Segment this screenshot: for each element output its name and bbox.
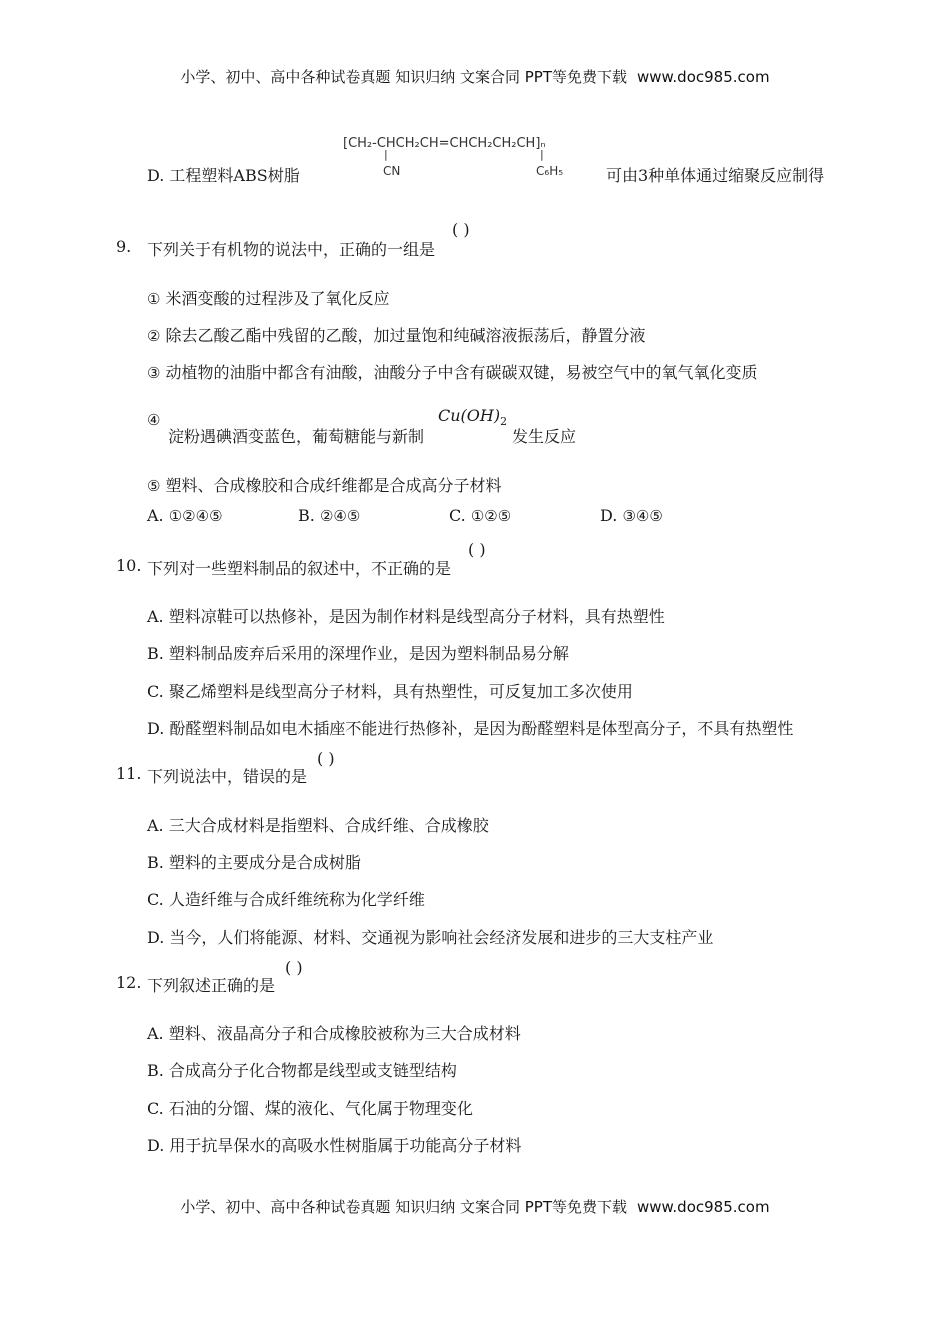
q9-statement-4-text-before: 淀粉遇碘酒变蓝色，葡萄糖能与新制	[168, 427, 425, 446]
q10-number: 10.	[116, 556, 142, 575]
q9-stem: 下列关于有机物的说法中，正确的一组是	[147, 240, 436, 259]
footer-url[interactable]: www.doc985.com	[636, 1198, 770, 1216]
q10-option-c[interactable]: C. 聚乙烯塑料是线型高分子材料，具有热塑性，可反复加工多次使用	[147, 682, 633, 701]
q11-number: 11.	[116, 764, 142, 783]
q9-option-b[interactable]: B. ②④⑤	[298, 506, 361, 525]
q9-answer-paren: ( )	[452, 220, 470, 239]
q8-option-d-tail: 可由3种单体通过缩聚反应制得	[606, 166, 825, 185]
q12-option-d[interactable]: D. 用于抗旱保水的高吸水性树脂属于功能高分子材料	[147, 1136, 522, 1155]
q9-option-d[interactable]: D. ③④⑤	[600, 506, 663, 525]
statement-text: 塑料、合成橡胶和合成纤维都是合成高分子材料	[165, 476, 502, 495]
q9-option-a[interactable]: A. ①②④⑤	[147, 506, 223, 525]
q11-option-b[interactable]: B. 塑料的主要成分是合成树脂	[147, 853, 361, 872]
q8-formula-main: [CH₂-CHCH₂CH=CHCH₂CH₂CH]ₙ	[343, 136, 546, 151]
statement-mark: ①	[147, 290, 161, 308]
q11-stem: 下列说法中，错误的是	[147, 767, 308, 786]
q9-statement-4-text-after: 发生反应	[512, 427, 577, 446]
q8-formula-bond2: |	[540, 148, 544, 161]
q9-statement-4-formula: $Cu(OH)_2$	[438, 406, 508, 429]
q10-stem: 下列对一些塑料制品的叙述中，不正确的是	[147, 559, 452, 578]
q8-formula-sub2: C₆H₅	[536, 164, 564, 178]
q9-option-c[interactable]: C. ①②⑤	[449, 506, 512, 525]
q11-option-d[interactable]: D. 当今，人们将能源、材料、交通视为影响社会经济发展和进步的三大支柱产业	[147, 928, 714, 947]
q12-option-a[interactable]: A. 塑料、液晶高分子和合成橡胶被称为三大合成材料	[147, 1024, 521, 1043]
q12-number: 12.	[116, 973, 142, 992]
q9-statement-5	[147, 473, 502, 496]
statement-mark: ⑤	[147, 477, 161, 495]
q10-option-b[interactable]: B. 塑料制品废弃后采用的深埋作业，是因为塑料制品易分解	[147, 644, 569, 663]
statement-text: 除去乙酸乙酯中残留的乙酸，加过量饱和纯碱溶液振荡后，静置分液	[165, 326, 646, 345]
q10-option-d[interactable]: D. 酚醛塑料制品如电木插座不能进行热修补，是因为酚醛塑料是体型高分子，不具有热塑性	[147, 719, 794, 738]
page-header	[0, 66, 950, 87]
q9-statement-4-mark: ④	[147, 411, 161, 429]
q11-answer-paren: ( )	[317, 749, 335, 768]
q11-option-a[interactable]: A. 三大合成材料是指塑料、合成纤维、合成橡胶	[147, 816, 489, 835]
q10-option-a[interactable]: A. 塑料凉鞋可以热修补，是因为制作材料是线型高分子材料，具有热塑性	[147, 607, 665, 626]
q9-statement-2	[147, 323, 646, 346]
q9-statement-1	[147, 286, 390, 309]
header-url[interactable]: www.doc985.com	[636, 68, 770, 86]
page-footer	[0, 1196, 950, 1217]
q10-answer-paren: ( )	[468, 540, 486, 559]
q12-option-b[interactable]: B. 合成高分子化合物都是线型或支链型结构	[147, 1061, 457, 1080]
statement-text: 动植物的油脂中都含有油酸，油酸分子中含有碳碳双键，易被空气中的氧气氧化变质	[165, 363, 758, 382]
q12-option-c[interactable]: C. 石油的分馏、煤的液化、气化属于物理变化	[147, 1099, 473, 1118]
q12-stem: 下列叙述正确的是	[147, 976, 276, 995]
q12-answer-paren: ( )	[285, 958, 303, 977]
q9-number: 9.	[116, 237, 132, 256]
statement-mark: ②	[147, 327, 161, 345]
q8-formula-bond1: |	[384, 148, 388, 161]
q8-option-d-label: D. 工程塑料ABS树脂	[147, 166, 300, 185]
header-text: 小学、初中、高中各种试卷真题 知识归纳 文案合同 PPT等免费下载	[180, 68, 627, 86]
q11-option-c[interactable]: C. 人造纤维与合成纤维统称为化学纤维	[147, 890, 425, 909]
footer-text: 小学、初中、高中各种试卷真题 知识归纳 文案合同 PPT等免费下载	[180, 1198, 627, 1216]
statement-mark: ③	[147, 364, 161, 382]
q9-statement-3	[147, 360, 758, 383]
q8-formula-sub1: CN	[383, 164, 401, 178]
statement-text: 米酒变酸的过程涉及了氧化反应	[165, 289, 390, 308]
